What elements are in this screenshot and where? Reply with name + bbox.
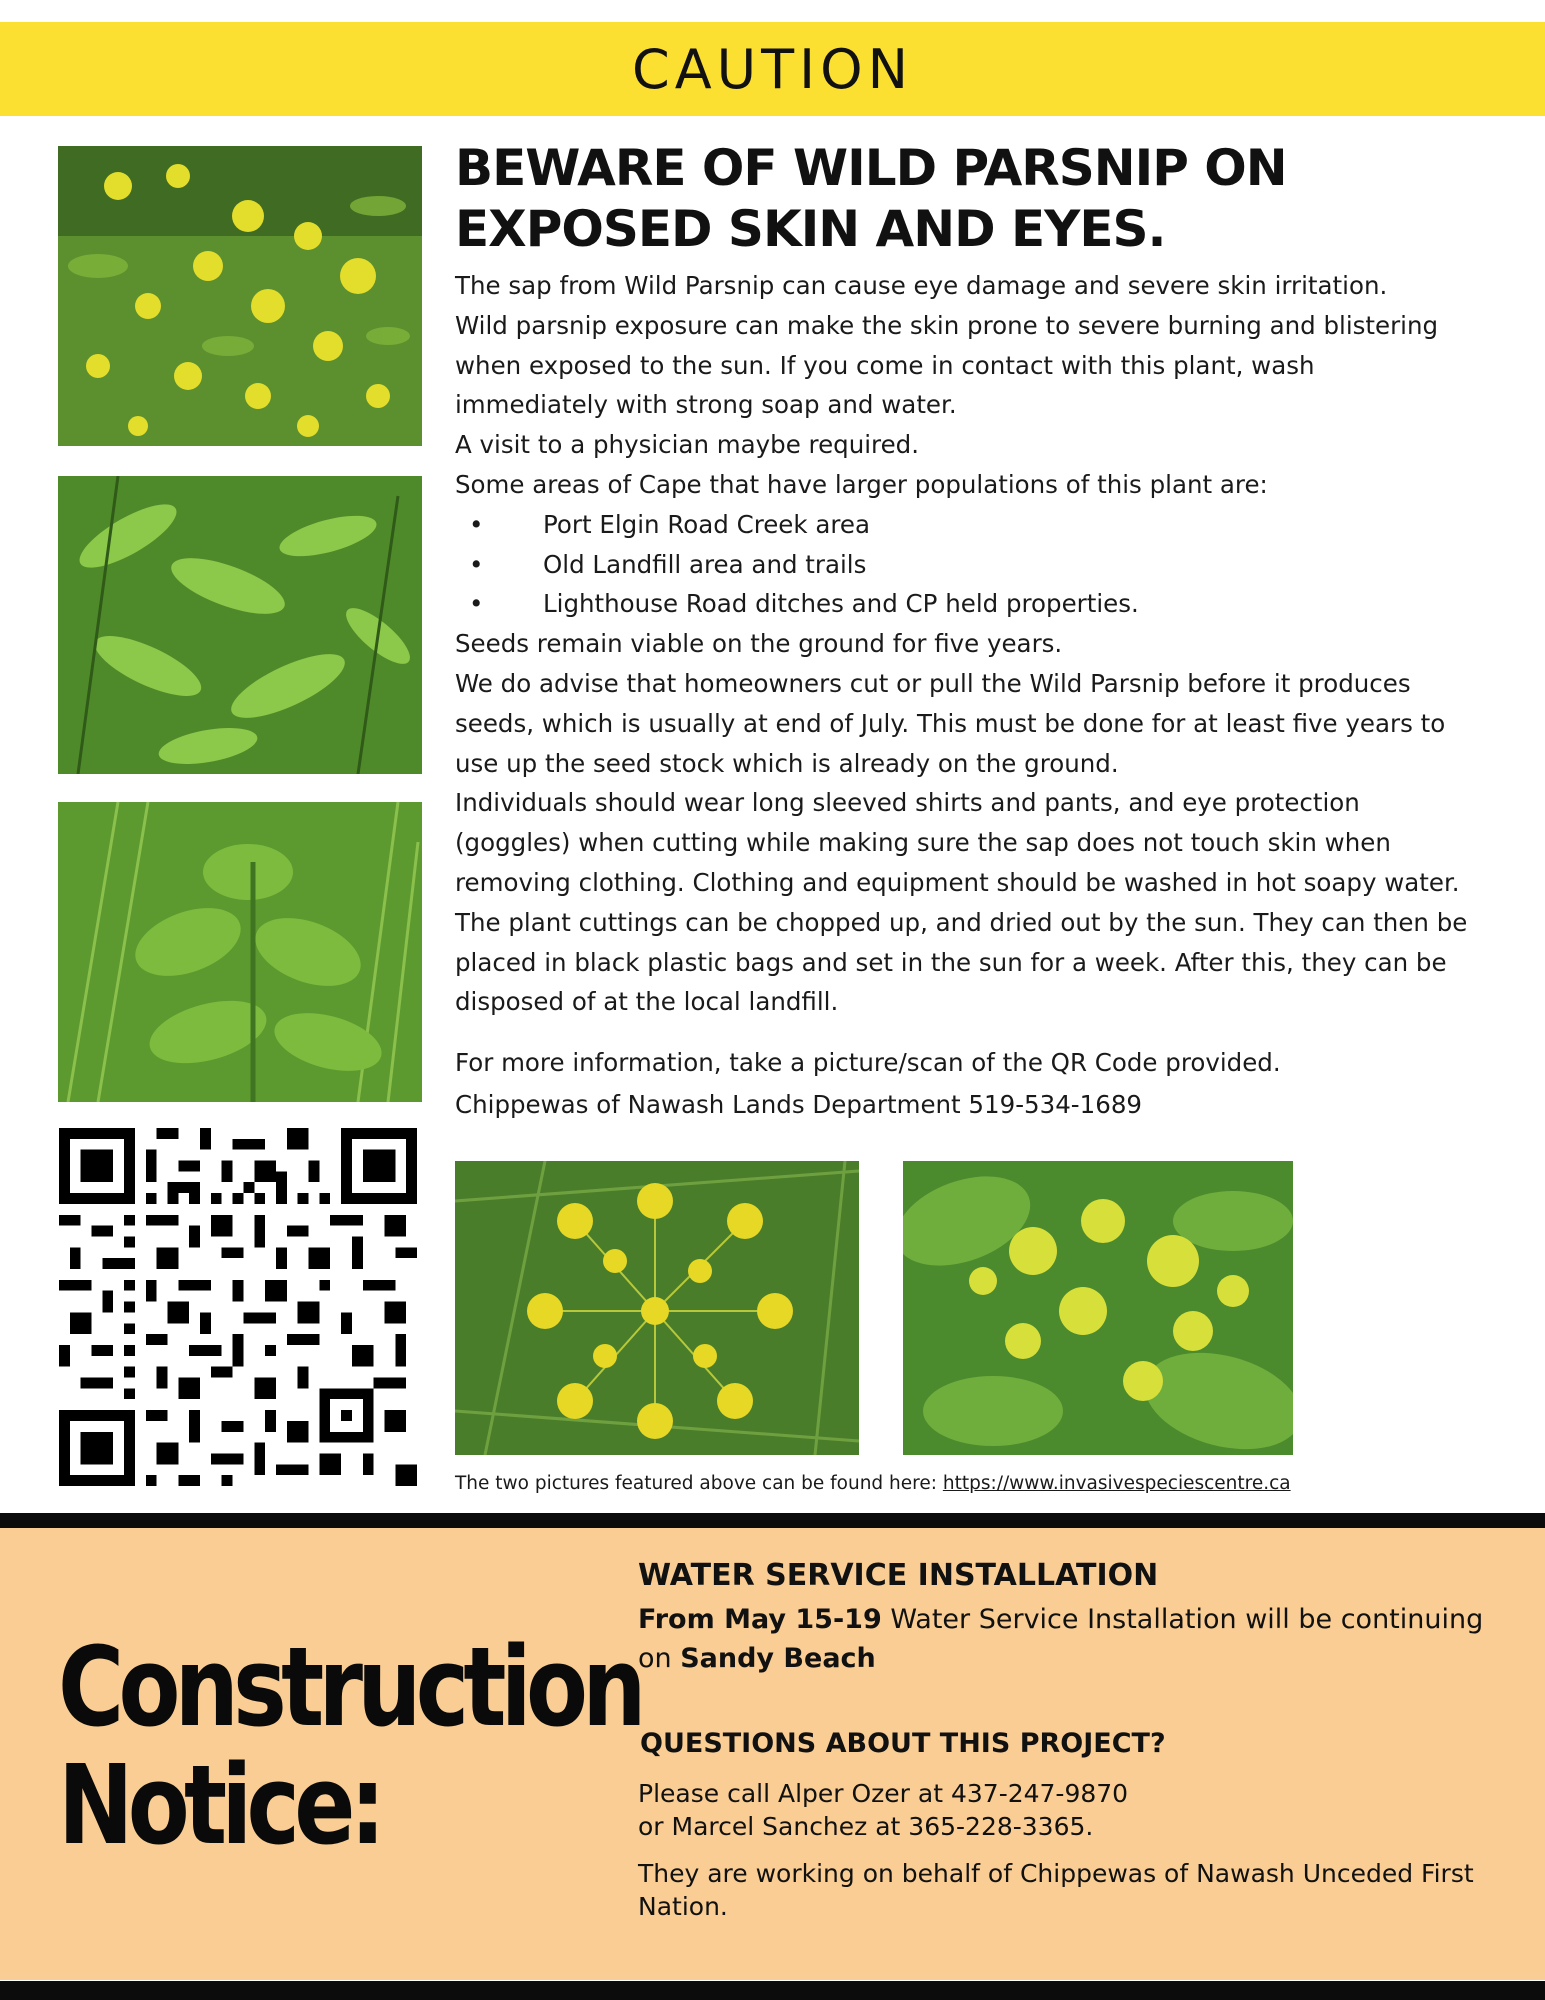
construction-title-line-2: Notice: [58,1741,381,1869]
qr-code[interactable] [58,1128,418,1486]
contact-info [638,1777,1128,1843]
water-service-heading: WATER SERVICE INSTALLATION [638,1558,1159,1593]
areas-list [455,505,1525,624]
body-text [455,266,1525,1022]
wild-parsnip-photo-2 [58,476,422,774]
list-item: • Old Landfill area and trails [455,545,1525,585]
divider-top [0,1513,1545,1528]
wild-parsnip-photo-3 [58,802,422,1102]
more-info [455,1042,1281,1126]
water-service-location: Sandy Beach [680,1643,876,1674]
wild-parsnip-photo-1 [58,146,422,446]
body-line: use up the seed stock which is already on the ground. [455,748,1119,778]
body-line: immediately with strong soap and water. [455,390,957,420]
body-line: Some areas of Cape that have larger populations of this plant are: [455,469,1268,499]
body-line: (goggles) when cutting while making sure the sap does not touch skin when [455,828,1391,858]
list-item: • Port Elgin Road Creek area [455,505,1525,545]
more-info-line: For more information, take a picture/scan of the QR Code provided. [455,1048,1281,1077]
body-line: We do advise that homeowners cut or pull the Wild Parsnip before it produces [455,668,1411,698]
body-line: Individuals should wear long sleeved shirts and pants, and eye protection [455,788,1360,818]
body-line: removing clothing. Clothing and equipment should be washed in hot soapy water. [455,867,1460,897]
headline-line-1: BEWARE OF WILD PARSNIP ON [455,139,1287,197]
flower-photo-2 [903,1161,1293,1455]
photo-credit-text: The two pictures featured above can be found here: [455,1473,943,1494]
contact-line-2: or Marcel Sanchez at 365-228-3365. [638,1812,1094,1841]
department-contact: Chippewas of Nawash Lands Department 519-534-1689 [455,1090,1142,1119]
water-service-dates: From May 15-19 [638,1604,882,1635]
contact-line-1: Please call Alper Ozer at 437-247-9870 [638,1779,1129,1808]
body-line: Seeds remain viable on the ground for five years. [455,629,1063,659]
body-line: A visit to a physician maybe required. [455,430,919,460]
behalf-note: They are working on behalf of Chippewas of Nawash Unceded First Nation. [638,1859,1474,1921]
questions-heading: QUESTIONS ABOUT THIS PROJECT? [640,1728,1166,1759]
divider-bottom [0,1981,1545,2000]
flower-photo-1 [455,1161,859,1455]
construction-notice-title [58,1623,641,1869]
body-line: Wild parsnip exposure can make the skin prone to severe burning and blistering [455,310,1439,340]
body-line: The sap from Wild Parsnip can cause eye damage and severe skin irritation. [455,271,1388,300]
body-line: when exposed to the sun. If you come in contact with this plant, wash [455,350,1315,380]
page-headline [455,138,1455,260]
headline-line-2: EXPOSED SKIN AND EYES. [455,200,1166,258]
construction-title-line-1: Construction [58,1623,641,1751]
water-service-details [638,1600,1518,1678]
body-line: disposed of at the local landfill. [455,987,839,1017]
caution-title: CAUTION [632,37,913,101]
water-service-text: Water Service Installation will be continuing on [638,1604,1484,1674]
body-line: placed in black plastic bags and set in the sun for a week. After this, they can be [455,947,1447,977]
body-line: seeds, which is usually at end of July. This must be done for at least five years to [455,708,1446,738]
caution-banner [0,22,1545,116]
list-item: • Lighthouse Road ditches and CP held properties. [455,584,1525,624]
body-line: The plant cuttings can be chopped up, and dried out by the sun. They can then be [455,907,1468,937]
invasive-species-link[interactable]: https://www.invasivespeciescentre.ca [942,1473,1291,1494]
photo-credit [455,1473,1291,1494]
